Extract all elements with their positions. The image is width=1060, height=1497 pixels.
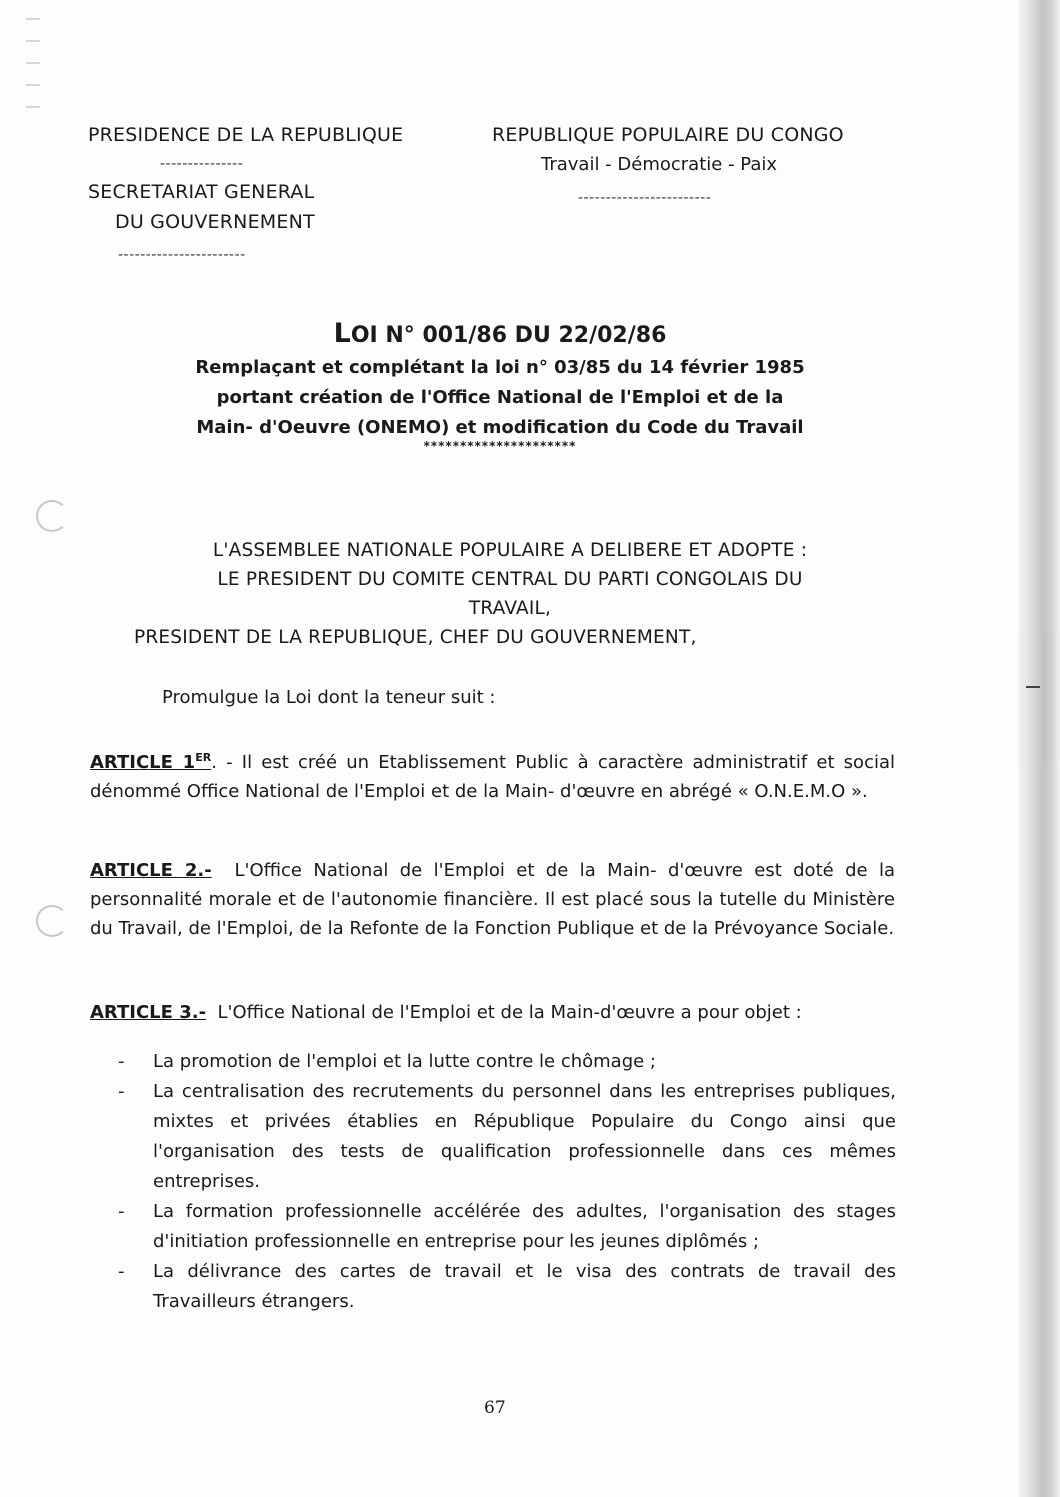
law-subtitle-3: Main- d'Oeuvre (ONEMO) et modification du Code du Travail <box>196 417 804 438</box>
law-subtitle-1: Remplaçant et complétant la loi n° 03/85 du 14 février 1985 <box>195 357 805 378</box>
article-1-label: ARTICLE 1ER <box>90 751 212 773</box>
preamble-line-3: TRAVAIL, <box>468 598 552 619</box>
law-title <box>150 318 850 349</box>
punch-hole-icon <box>36 500 68 532</box>
header-republique: REPUBLIQUE POPULAIRE DU CONGO <box>492 124 844 146</box>
law-title-initial: L <box>333 318 351 349</box>
preamble <box>100 536 920 652</box>
stars-separator: ********************* <box>423 439 577 453</box>
scan-edge-shadow <box>1018 0 1060 1497</box>
header-right-separator: ------------------------ <box>578 190 712 206</box>
header-secretariat: SECRETARIAT GENERAL <box>88 181 315 203</box>
law-subtitle-2: portant création de l'Office National de l'Emploi et de la <box>216 387 784 408</box>
article-3-objects-list <box>118 1047 896 1317</box>
page-number: 67 <box>484 1398 506 1418</box>
law-title-block <box>150 318 850 453</box>
scan-specks <box>26 8 40 113</box>
list-item: - La formation professionnelle accélérée des adultes, l'organisation des stages d'initiation professionnelle en entreprise pour les jeunes diplômés ; <box>118 1197 896 1257</box>
article-3 <box>90 998 895 1027</box>
promulgation: Promulgue la Loi dont la teneur suit : <box>162 687 496 708</box>
law-title-rest: OI N° 001/86 DU 22/02/86 <box>350 323 667 348</box>
header-presidence: PRESIDENCE DE LA REPUBLIQUE <box>88 124 404 146</box>
article-1-label-suffix: . <box>211 752 217 773</box>
preamble-line-1: L'ASSEMBLEE NATIONALE POPULAIRE A DELIBERE ET ADOPTE : <box>212 540 808 561</box>
header-left-separator: --------------- <box>160 156 244 172</box>
article-2 <box>90 856 901 943</box>
article-2-label: ARTICLE 2.- <box>90 860 212 881</box>
article-3-label: ARTICLE 3.- <box>90 1002 207 1023</box>
list-item: - La centralisation des recrutements du personnel dans les entreprises publiques, mixtes et privées établies en République Populaire du Congo ainsi que l'organisation des tests de qualification professionnelle dans ces mêmes entreprises. <box>118 1077 896 1197</box>
header-left-separator-2: ----------------------- <box>118 247 246 263</box>
article-2-text: L'Office National de l'Emploi et de la Main- d'œuvre est doté de la personnalité morale et de l'autonomie financière. Il est placé sous la tutelle du Ministère du Travail, de l'Emploi, de la Refonte de la Fonction Publique et de la Prévoyance Sociale. <box>90 860 901 939</box>
punch-hole-icon <box>36 905 68 937</box>
article-3-text: L'Office National de l'Emploi et de la Main-d'œuvre a pour objet : <box>206 1002 802 1023</box>
scan-mark <box>1026 686 1040 688</box>
preamble-line-4: PRESIDENT DE LA REPUBLIQUE, CHEF DU GOUVERNEMENT, <box>134 627 697 648</box>
article-1 <box>90 743 895 806</box>
list-item: - La délivrance des cartes de travail et le visa des contrats de travail des Travailleurs étrangers. <box>118 1257 896 1317</box>
list-item: - La promotion de l'emploi et la lutte contre le chômage ; <box>118 1047 896 1077</box>
header-motto: Travail - Démocratie - Paix <box>541 154 778 175</box>
preamble-line-2: LE PRESIDENT DU COMITE CENTRAL DU PARTI CONGOLAIS DU <box>217 569 803 590</box>
header-gouvernement: DU GOUVERNEMENT <box>115 211 315 233</box>
article-1-text: - Il est créé un Etablissement Public à caractère administratif et social dénommé Office National de l'Emploi et de la Main- d'œuvre en abrégé « O.N.E.M.O ». <box>90 752 896 802</box>
